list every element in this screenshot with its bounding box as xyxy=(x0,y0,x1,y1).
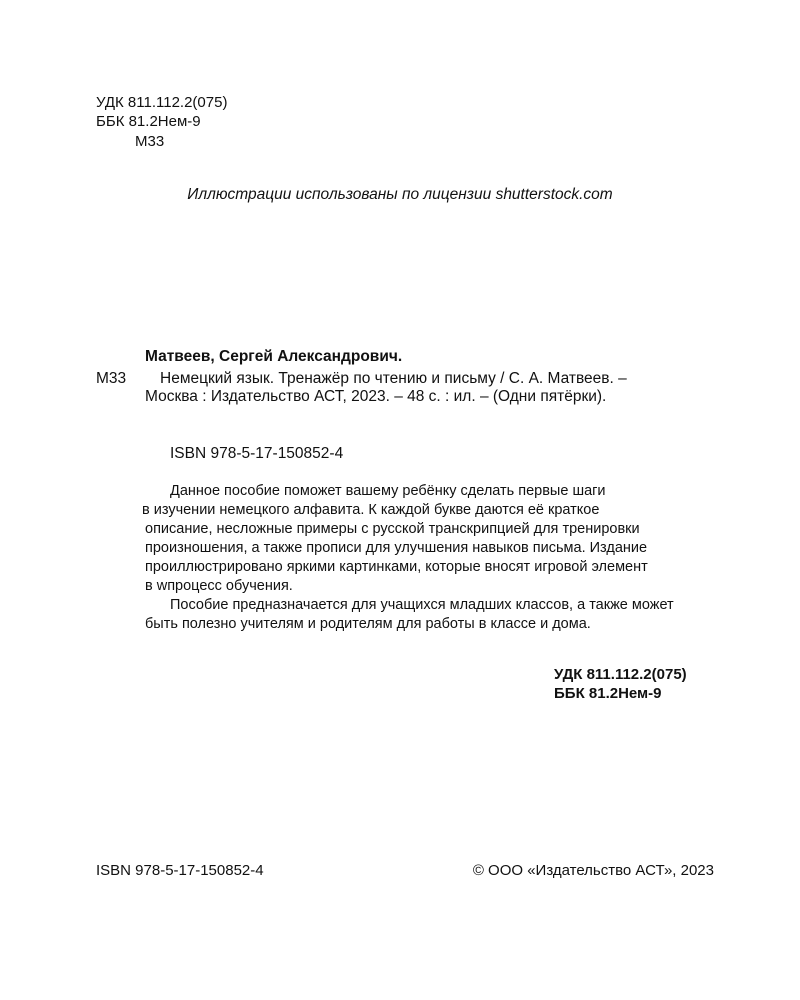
book-title-line-2: Москва : Издательство АСТ, 2023. – 48 с. : ил. – (Одни пятёрки). xyxy=(145,388,607,405)
copyright-notice: © ООО «Издательство АСТ», 2023 xyxy=(472,862,714,879)
author-name: Матвеев, Сергей Александрович. xyxy=(145,348,403,365)
annotation-line: Данное пособие поможет вашему ребёнку сделать первые шаги xyxy=(170,483,606,499)
annotation-line: быть полезно учителям и родителям для работы в классе и дома. xyxy=(145,616,591,632)
bbk-code: ББК 81.2Нем-9 xyxy=(96,113,201,130)
catalog-author-mark: М33 xyxy=(96,370,127,387)
author-mark: М33 xyxy=(135,133,165,150)
annotation xyxy=(142,482,725,634)
footer-isbn: ISBN 978-5-17-150852-4 xyxy=(96,862,264,879)
annotation-line: в изучении немецкого алфавита. К каждой букве даются её краткое xyxy=(142,502,600,518)
book-title-line-1: Немецкий язык. Тренажёр по чтению и письму / С. А. Матвеев. – xyxy=(160,370,627,387)
annotation-line: проиллюстрировано яркими картинками, которые вносят игровой элемент xyxy=(145,559,648,575)
udk-code-bold: УДК 811.112.2(075) xyxy=(554,666,687,683)
bbk-code-bold: ББК 81.2Нем-9 xyxy=(554,685,662,702)
illustrations-note: Иллюстрации использованы по лицензии shutterstock.com xyxy=(187,186,613,203)
annotation-paragraph-2 xyxy=(145,596,725,634)
classification-block xyxy=(554,665,687,703)
annotation-line: произношения, а также прописи для улучшения навыков письма. Издание xyxy=(145,540,648,556)
annotation-paragraph-1 xyxy=(142,482,725,596)
annotation-line: Пособие предназначается для учащихся младших классов, а также может xyxy=(170,597,674,613)
udk-code: УДК 811.112.2(075) xyxy=(96,94,228,111)
annotation-line: описание, несложные примеры с русской транскрипцией для тренировки xyxy=(145,521,640,537)
annotation-line: в wпроцесс обучения. xyxy=(145,578,293,594)
isbn-record: ISBN 978-5-17-150852-4 xyxy=(170,445,344,462)
